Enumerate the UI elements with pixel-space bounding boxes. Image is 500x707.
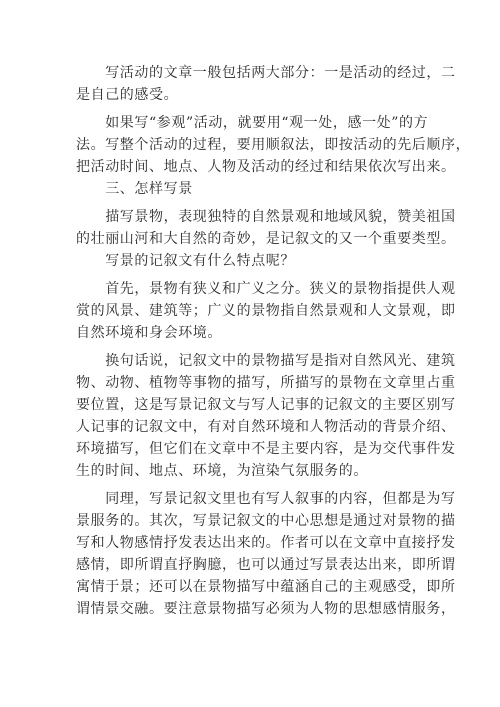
text-line: 寓情于景；还可以在景物描写中蕴涵自己的主观感受，即所	[76, 579, 456, 595]
text-line: 环境描写，但它们在文章中不是主要内容，是为交代事件发	[76, 441, 456, 457]
text-line: 写和人物感情抒发表达出来的。作者可以在文章中直接抒发	[76, 535, 456, 551]
text-line: 生的时间、地点、环境，为渲染气氛服务的。	[76, 463, 368, 479]
text-line: 物、动物、植物等事物的描写，所描写的景物在文章里占重	[76, 375, 456, 391]
text-line: 写活动的文章一般包括两大部分：一是活动的经过，二	[76, 65, 456, 81]
text-line: 首先，景物有狭义和广义之分。狭义的景物指提供人观	[76, 281, 456, 297]
text-line: 法。写整个活动的过程，要用顺叙法，即按活动的先后顺序，	[76, 137, 471, 153]
text-line: 要位置，这是写景记叙文与写人记事的记叙文的主要区别写	[76, 397, 456, 413]
text-line: 如果写“参观”活动，就要用“观一处，感一处”的方	[76, 115, 429, 131]
text-line: 的壮丽山河和大自然的奇妙，是记叙文的又一个重要类型。	[76, 231, 456, 247]
paragraph-activity-parts	[76, 62, 456, 106]
text-line: 赏的风景、建筑等；广义的景物指自然景观和人文景观，即	[76, 303, 456, 319]
text-line: 同理，写景记叙文里也有写人叙事的内容，但都是为写	[76, 491, 456, 507]
text-line: 换句话说，记叙文中的景物描写是指对自然风光、建筑	[76, 353, 456, 369]
text-line: 描写景物，表现独特的自然景观和地域风貌，赞美祖国	[76, 209, 456, 225]
paragraph-visit-method	[76, 112, 471, 178]
text-line: 写景的记叙文有什么特点呢？	[76, 253, 295, 269]
text-line: 是自己的感受。	[76, 87, 179, 103]
section-heading	[76, 178, 434, 200]
text-line: 感情，即所谓直抒胸臆，也可以通过写景表达出来，即所谓	[76, 557, 456, 573]
paragraph-question	[76, 250, 434, 272]
text-line: 把活动时间、地点、人物及活动的经过和结果依次写出来。	[76, 159, 456, 175]
text-line: 自然环境和身会环境。	[76, 325, 222, 341]
paragraph-scenery-intro	[76, 206, 456, 250]
paragraph-first-point	[76, 278, 456, 344]
paragraph-likewise	[76, 488, 456, 620]
text-line: 谓情景交融。要注意景物描写必须为人物的思想感情服务，	[76, 601, 456, 617]
heading-line: 三、怎样写景	[76, 181, 193, 197]
text-line: 人记事的记叙文中，有对自然环境和人物活动的背景介绍、	[76, 419, 456, 435]
paragraph-in-other-words	[76, 350, 456, 482]
document-body	[76, 62, 471, 620]
text-line: 景服务的。其次，写景记叙文的中心思想是通过对景物的描	[76, 513, 456, 529]
